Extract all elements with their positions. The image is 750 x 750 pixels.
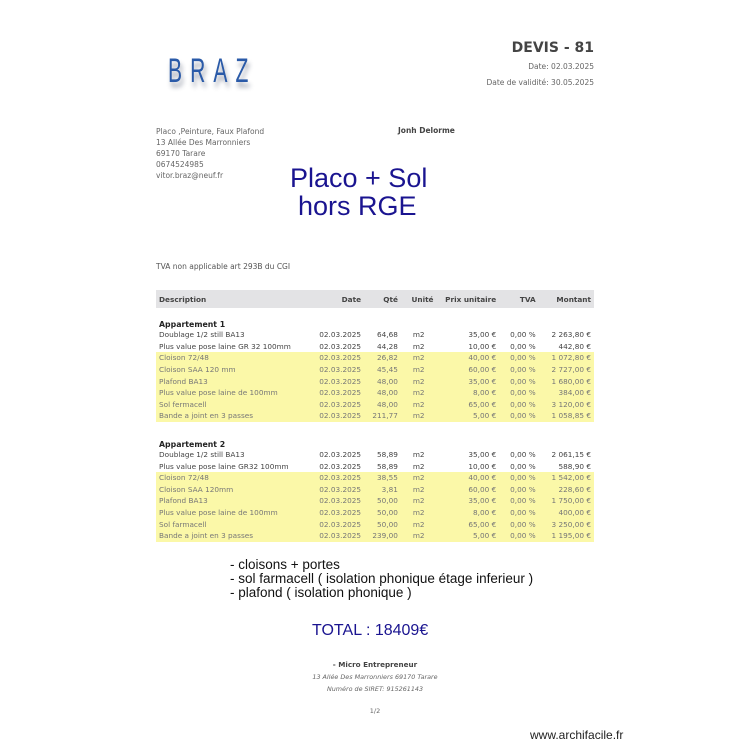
page-number: 1/2 [369,707,381,715]
cell-unit-price: 5,00 € [437,410,500,422]
col-unit: Unité [401,290,437,308]
note-item: - plafond ( isolation phonique ) [230,585,412,600]
cell-unit: m2 [401,375,437,387]
cell-amount: 1 542,00 € [539,472,594,484]
company-info [156,126,264,181]
cell-unit: m2 [412,461,425,471]
cell-qty: 3,81 [364,484,401,496]
annotation-title [290,164,427,220]
cell-description: Bande a joint en 3 passes [156,530,315,542]
tva-note: TVA non applicable art 293B du CGI [156,262,291,271]
table-row [156,410,594,422]
footer-siret: Numéro de SIRET: 915261143 [326,685,424,693]
cell-unit: m2 [412,341,425,351]
cell-unit-price: 35,00 € [437,375,500,387]
cell-description: Cloison SAA 120 mm [156,364,315,376]
cell-qty: 50,00 [364,507,401,519]
cell-description: Plafond BA13 [156,375,315,387]
section-title: Appartement 2 [159,439,226,449]
cell-tva: 0,00 % [499,472,538,484]
cell-description: Doublage 1/2 still BA13 [159,450,245,460]
cell-description: Plus value pose laine de 100mm [156,507,315,519]
cell-description: Cloison 72/48 [156,352,315,364]
table-row [156,460,594,472]
col-qty: Qté [364,290,401,308]
cell-unit: m2 [412,330,425,340]
cell-amount: 2 727,00 € [539,364,594,376]
cell-unit: m2 [401,399,437,411]
cell-date: 02.03.2025 [319,450,362,460]
note-item: - cloisons + portes [230,557,340,572]
cell-qty: 26,82 [364,352,401,364]
cell-date: 02.03.2025 [319,461,362,471]
cell-qty: 45,45 [364,364,401,376]
cell-tva: 0,00 % [499,375,538,387]
company-logo: BRAZ [168,52,257,90]
table-row [156,472,594,484]
table-row [156,341,594,353]
cell-description: Doublage 1/2 still BA13 [159,330,245,340]
cell-unit: m2 [401,530,437,542]
cell-unit: m2 [401,352,437,364]
cell-tva: 0,00 % [499,399,538,411]
cell-qty: 58,89 [377,461,398,471]
note-item: - sol farmacell ( isolation phonique étage inferieur ) [230,571,534,586]
cell-date: 02.03.2025 [315,495,364,507]
col-description: Description [156,290,315,308]
cell-date: 02.03.2025 [315,518,364,530]
cell-qty: 48,00 [364,399,401,411]
cell-amount: 1 195,00 € [539,530,594,542]
quote-date: Date: 02.03.2025 [528,62,594,71]
cell-unit-price: 10,00 € [468,461,497,471]
cell-unit-price: 65,00 € [437,399,500,411]
cell-amount: 1 058,85 € [539,410,594,422]
cell-unit-price: 35,00 € [468,330,497,340]
cell-date: 02.03.2025 [315,399,364,411]
company-activity: Placo ,Peinture, Faux Plafond [156,127,265,136]
cell-amount: 1 750,00 € [539,495,594,507]
quote-items-table [156,290,594,542]
cell-unit-price: 40,00 € [437,352,500,364]
quote-validity-date: Date de validité: 30.05.2025 [486,78,594,87]
cell-date: 02.03.2025 [315,472,364,484]
cell-unit: m2 [401,364,437,376]
cell-unit-price: 60,00 € [437,484,500,496]
cell-qty: 38,55 [364,472,401,484]
cell-tva: 0,00 % [499,518,538,530]
table-row [156,507,594,519]
cell-amount: 400,00 € [539,507,594,519]
cell-date: 02.03.2025 [319,330,362,340]
cell-amount: 442,80 € [558,341,591,351]
cell-unit: m2 [401,387,437,399]
cell-date: 02.03.2025 [315,410,364,422]
col-amount: Montant [539,290,594,308]
cell-date: 02.03.2025 [315,387,364,399]
section-header-row [156,428,594,449]
cell-tva: 0,00 % [510,450,536,460]
cell-description: Bande a joint en 3 passes [156,410,315,422]
cell-amount: 3 250,00 € [539,518,594,530]
cell-description: Plafond BA13 [156,495,315,507]
cell-unit-price: 8,00 € [437,507,500,519]
cell-date: 02.03.2025 [319,341,362,351]
cell-date: 02.03.2025 [315,530,364,542]
cell-unit: m2 [412,450,425,460]
cell-unit: m2 [401,410,437,422]
cell-unit-price: 60,00 € [437,364,500,376]
cell-tva: 0,00 % [499,484,538,496]
cell-amount: 2 061,15 € [551,450,591,460]
cell-qty: 58,89 [377,450,398,460]
col-tva: TVA [499,290,538,308]
cell-qty: 50,00 [364,495,401,507]
annotation-title-line1: Placo + Sol [290,163,428,193]
table-row [156,399,594,411]
company-city: 69170 Tarare [156,149,206,158]
annotation-title-line2: hors RGE [298,191,417,221]
table-body [156,308,594,542]
watermark-link[interactable]: www.archifacile.fr [530,728,624,742]
quote-title: DEVIS - 81 [511,40,594,56]
cell-amount: 1 680,00 € [539,375,594,387]
table-row [156,387,594,399]
cell-amount: 588,90 € [558,461,591,471]
cell-unit-price: 10,00 € [468,341,497,351]
cell-unit: m2 [401,495,437,507]
cell-description: Cloison 72/48 [156,472,315,484]
cell-date: 02.03.2025 [315,352,364,364]
cell-unit: m2 [401,518,437,530]
col-date: Date [315,290,364,308]
section-header-row [156,308,594,329]
cell-qty: 48,00 [364,375,401,387]
cell-description: Cloison SAA 120mm [156,484,315,496]
table-row [156,375,594,387]
cell-unit-price: 65,00 € [437,518,500,530]
company-street: 13 Allée Des Marronniers [156,138,251,147]
cell-tva: 0,00 % [510,341,536,351]
cell-tva: 0,00 % [499,495,538,507]
cell-unit: m2 [401,472,437,484]
footer-status: - Micro Entrepreneur [332,660,418,669]
table-row [156,364,594,376]
cell-unit-price: 8,00 € [437,387,500,399]
cell-amount: 228,60 € [539,484,594,496]
client-name: Jonh Delorme [398,126,455,135]
cell-unit: m2 [401,507,437,519]
cell-tva: 0,00 % [499,410,538,422]
notes-list [230,558,533,600]
cell-unit-price: 5,00 € [437,530,500,542]
cell-tva: 0,00 % [499,387,538,399]
cell-amount: 384,00 € [539,387,594,399]
cell-unit-price: 35,00 € [468,450,497,460]
cell-qty: 211,77 [364,410,401,422]
section-title: Appartement 1 [159,320,226,329]
table-row [156,530,594,542]
cell-description: Sol fermacell [156,399,315,411]
cell-unit-price: 40,00 € [437,472,500,484]
cell-tva: 0,00 % [510,461,536,471]
cell-unit-price: 35,00 € [437,495,500,507]
col-unit-price: Prix unitaire [437,290,500,308]
cell-qty: 44,28 [377,341,398,351]
cell-amount: 3 120,00 € [539,399,594,411]
cell-tva: 0,00 % [499,530,538,542]
total-amount: TOTAL : 18409€ [312,622,429,639]
cell-amount: 2 263,80 € [551,330,591,340]
cell-date: 02.03.2025 [315,364,364,376]
table-row [156,495,594,507]
cell-description: Sol farmacell [156,518,315,530]
cell-qty: 48,00 [364,387,401,399]
cell-tva: 0,00 % [499,364,538,376]
cell-description: Plus value pose laine de 100mm [156,387,315,399]
cell-qty: 50,00 [364,518,401,530]
company-phone: 0674524985 [156,160,204,169]
cell-qty: 239,00 [364,530,401,542]
table-header-row [156,290,594,308]
table-row [156,449,594,461]
cell-tva: 0,00 % [499,507,538,519]
cell-unit: m2 [401,484,437,496]
table-row [156,518,594,530]
table-row [156,329,594,341]
table-row [156,484,594,496]
cell-date: 02.03.2025 [315,375,364,387]
cell-date: 02.03.2025 [315,507,364,519]
table-row [156,352,594,364]
footer-address: 13 Allée Des Marronniers 69170 Tarare [312,673,438,681]
cell-tva: 0,00 % [499,352,538,364]
cell-amount: 1 072,80 € [539,352,594,364]
cell-tva: 0,00 % [510,330,536,340]
cell-qty: 64,68 [377,330,398,340]
company-email: vitor.braz@neuf.fr [156,171,224,180]
cell-date: 02.03.2025 [315,484,364,496]
cell-description: Plus value pose laine GR 32 100mm [159,341,291,351]
cell-description: Plus value pose laine GR32 100mm [159,461,289,471]
